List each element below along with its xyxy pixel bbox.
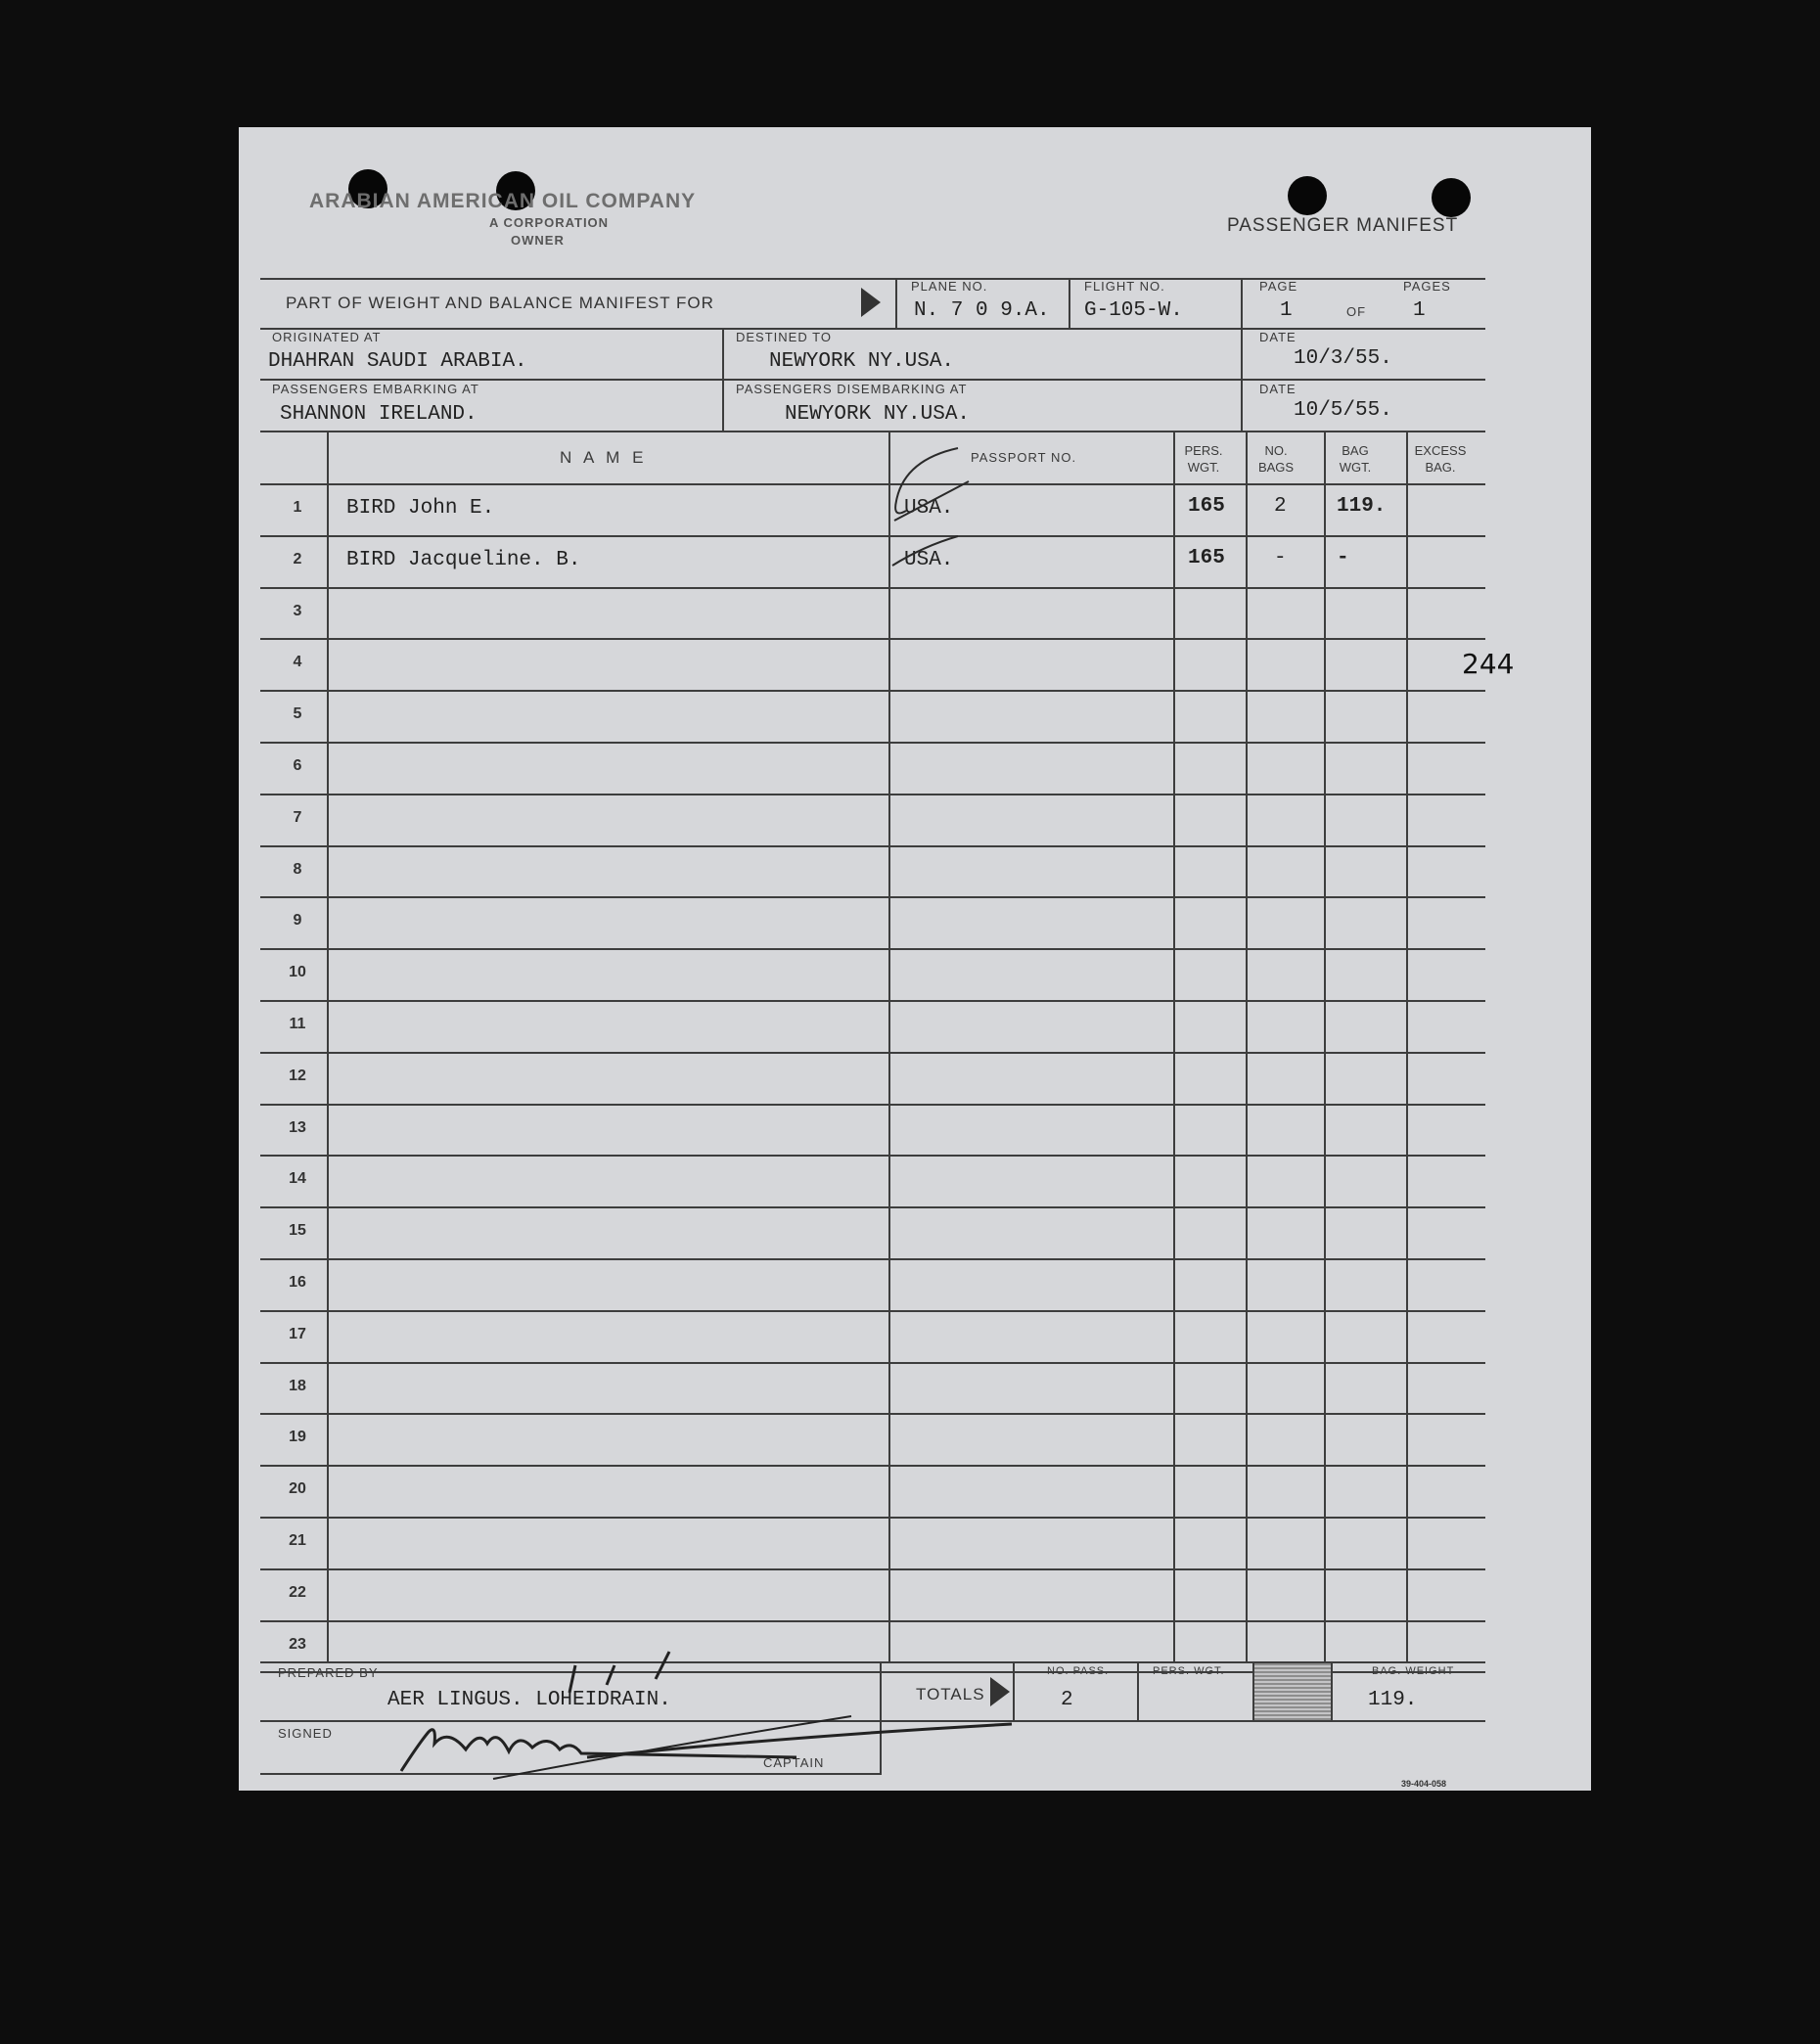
passport-check-marks: [865, 440, 1002, 568]
flight-no-label: FLIGHT NO.: [1084, 279, 1165, 294]
row-number: 13: [289, 1119, 306, 1136]
row-number: 9: [293, 912, 302, 929]
no-pass-label: NO. PASS.: [1047, 1665, 1110, 1677]
row-number: 2: [293, 551, 302, 568]
originated-value: DHAHRAN SAUDI ARABIA.: [268, 350, 527, 373]
plane-no-label: PLANE NO.: [911, 279, 988, 294]
embark-label: PASSENGERS EMBARKING AT: [272, 382, 479, 396]
bag-wgt: -: [1337, 547, 1349, 569]
pers-wgt: 165: [1188, 547, 1225, 569]
prepared-label: PREPARED BY: [278, 1665, 379, 1680]
of-label: OF: [1346, 304, 1367, 319]
punch-hole: [1288, 176, 1327, 215]
passenger-name: BIRD Jacqueline. B.: [346, 549, 581, 571]
table-row: [239, 1206, 1591, 1258]
hatched-cell: [1254, 1663, 1331, 1720]
totals-label: TOTALS: [916, 1685, 985, 1703]
no-bags: 2: [1274, 495, 1287, 518]
pers-wgt: 165: [1188, 495, 1225, 518]
table-row: [239, 638, 1591, 690]
date1-label: DATE: [1259, 330, 1297, 344]
margin-note: 244: [1462, 648, 1515, 680]
captain-signature: [386, 1634, 1129, 1791]
disembark-value: NEWYORK NY.USA.: [785, 403, 971, 426]
no-pass-value: 2: [1061, 1689, 1073, 1711]
passport-no: USA.: [904, 549, 954, 571]
table-row: [239, 845, 1591, 897]
table-row: [239, 1517, 1591, 1568]
signed-label: SIGNED: [278, 1726, 333, 1741]
col-pers-wgt-header: PERS. WGT.: [1184, 443, 1223, 475]
flight-no: G-105-W.: [1084, 299, 1183, 322]
col-bag-wgt-header: BAG WGT.: [1339, 443, 1372, 475]
row-number: 20: [289, 1480, 306, 1497]
form-code: 39-404-058: [1401, 1779, 1447, 1789]
pers-wgt-total-label: PERS. WGT.: [1153, 1665, 1225, 1677]
row-number: 10: [289, 964, 306, 980]
col-excess-header: EXCESS BAG.: [1414, 443, 1467, 475]
row-number: 21: [289, 1532, 306, 1549]
plane-no: N. 7 0 9.A.: [914, 299, 1050, 322]
col-name-header: N A M E: [560, 448, 648, 467]
date2-label: DATE: [1259, 382, 1297, 396]
form-title: PASSENGER MANIFEST: [1227, 215, 1459, 236]
company-corporation: A CORPORATION: [489, 215, 610, 230]
table-row: [239, 896, 1591, 948]
row-number: 11: [289, 1016, 306, 1032]
row-number: 19: [289, 1429, 306, 1445]
table-row: [239, 1258, 1591, 1310]
table-row: [239, 948, 1591, 1000]
embark-value: SHANNON IRELAND.: [280, 403, 478, 426]
captain-label: CAPTAIN: [763, 1755, 825, 1770]
row-number: 7: [293, 809, 302, 826]
row-number: 15: [289, 1222, 306, 1239]
destined-value: NEWYORK NY.USA.: [769, 350, 955, 373]
table-row: [239, 1104, 1591, 1156]
company-name: ARABIAN AMERICAN OIL COMPANY: [309, 190, 697, 212]
bag-wgt: 119.: [1337, 495, 1387, 518]
company-owner: OWNER: [511, 233, 565, 248]
bag-weight-value: 119.: [1368, 1689, 1418, 1711]
bag-weight-label: BAG. WEIGHT: [1372, 1665, 1455, 1677]
col-no-bags-header: NO. BAGS: [1257, 443, 1295, 475]
row-number: 16: [289, 1274, 306, 1291]
punch-hole: [1432, 178, 1471, 217]
row-number: 22: [289, 1584, 306, 1601]
row-number: 17: [289, 1326, 306, 1342]
disembark-label: PASSENGERS DISEMBARKING AT: [736, 382, 968, 396]
date2-value: 10/5/55.: [1294, 399, 1392, 422]
table-row: [239, 1155, 1591, 1206]
pages-label: PAGES: [1403, 279, 1451, 294]
page-label: PAGE: [1259, 279, 1298, 294]
table-row: [239, 794, 1591, 845]
table-row: [239, 1000, 1591, 1052]
row-number: 18: [289, 1378, 306, 1394]
row-number: 14: [289, 1170, 306, 1187]
row-number: 8: [293, 861, 302, 878]
table-row: [239, 1568, 1591, 1620]
no-bags: -: [1274, 547, 1287, 569]
col-passport-header: PASSPORT NO.: [971, 450, 1077, 465]
table-row: [239, 587, 1591, 639]
originated-label: ORIGINATED AT: [272, 330, 382, 344]
destined-label: DESTINED TO: [736, 330, 832, 344]
row-number: 12: [289, 1067, 306, 1084]
table-row: [239, 690, 1591, 742]
part-of-label: PART OF WEIGHT AND BALANCE MANIFEST FOR: [286, 294, 714, 312]
passenger-name: BIRD John E.: [346, 497, 495, 520]
passport-no: USA.: [904, 497, 954, 520]
pages-count: 1: [1413, 299, 1426, 322]
right-arrow-icon: [861, 288, 881, 317]
table-row: [239, 1413, 1591, 1465]
row-number: 23: [289, 1636, 306, 1653]
row-number: 4: [293, 654, 302, 670]
table-row: [239, 1310, 1591, 1362]
table-row: [239, 1052, 1591, 1104]
page-number: 1: [1280, 299, 1293, 322]
table-row: [239, 1362, 1591, 1414]
row-number: 6: [293, 757, 302, 774]
table-row: [239, 1465, 1591, 1517]
row-number: 3: [293, 603, 302, 619]
row-number: 5: [293, 705, 302, 722]
table-row: [239, 742, 1591, 794]
row-number: 1: [293, 499, 302, 516]
manifest-page: [239, 127, 1591, 1791]
prepared-by: AER LINGUS. LOHEIDRAIN.: [387, 1689, 671, 1711]
date1-value: 10/3/55.: [1294, 347, 1392, 370]
